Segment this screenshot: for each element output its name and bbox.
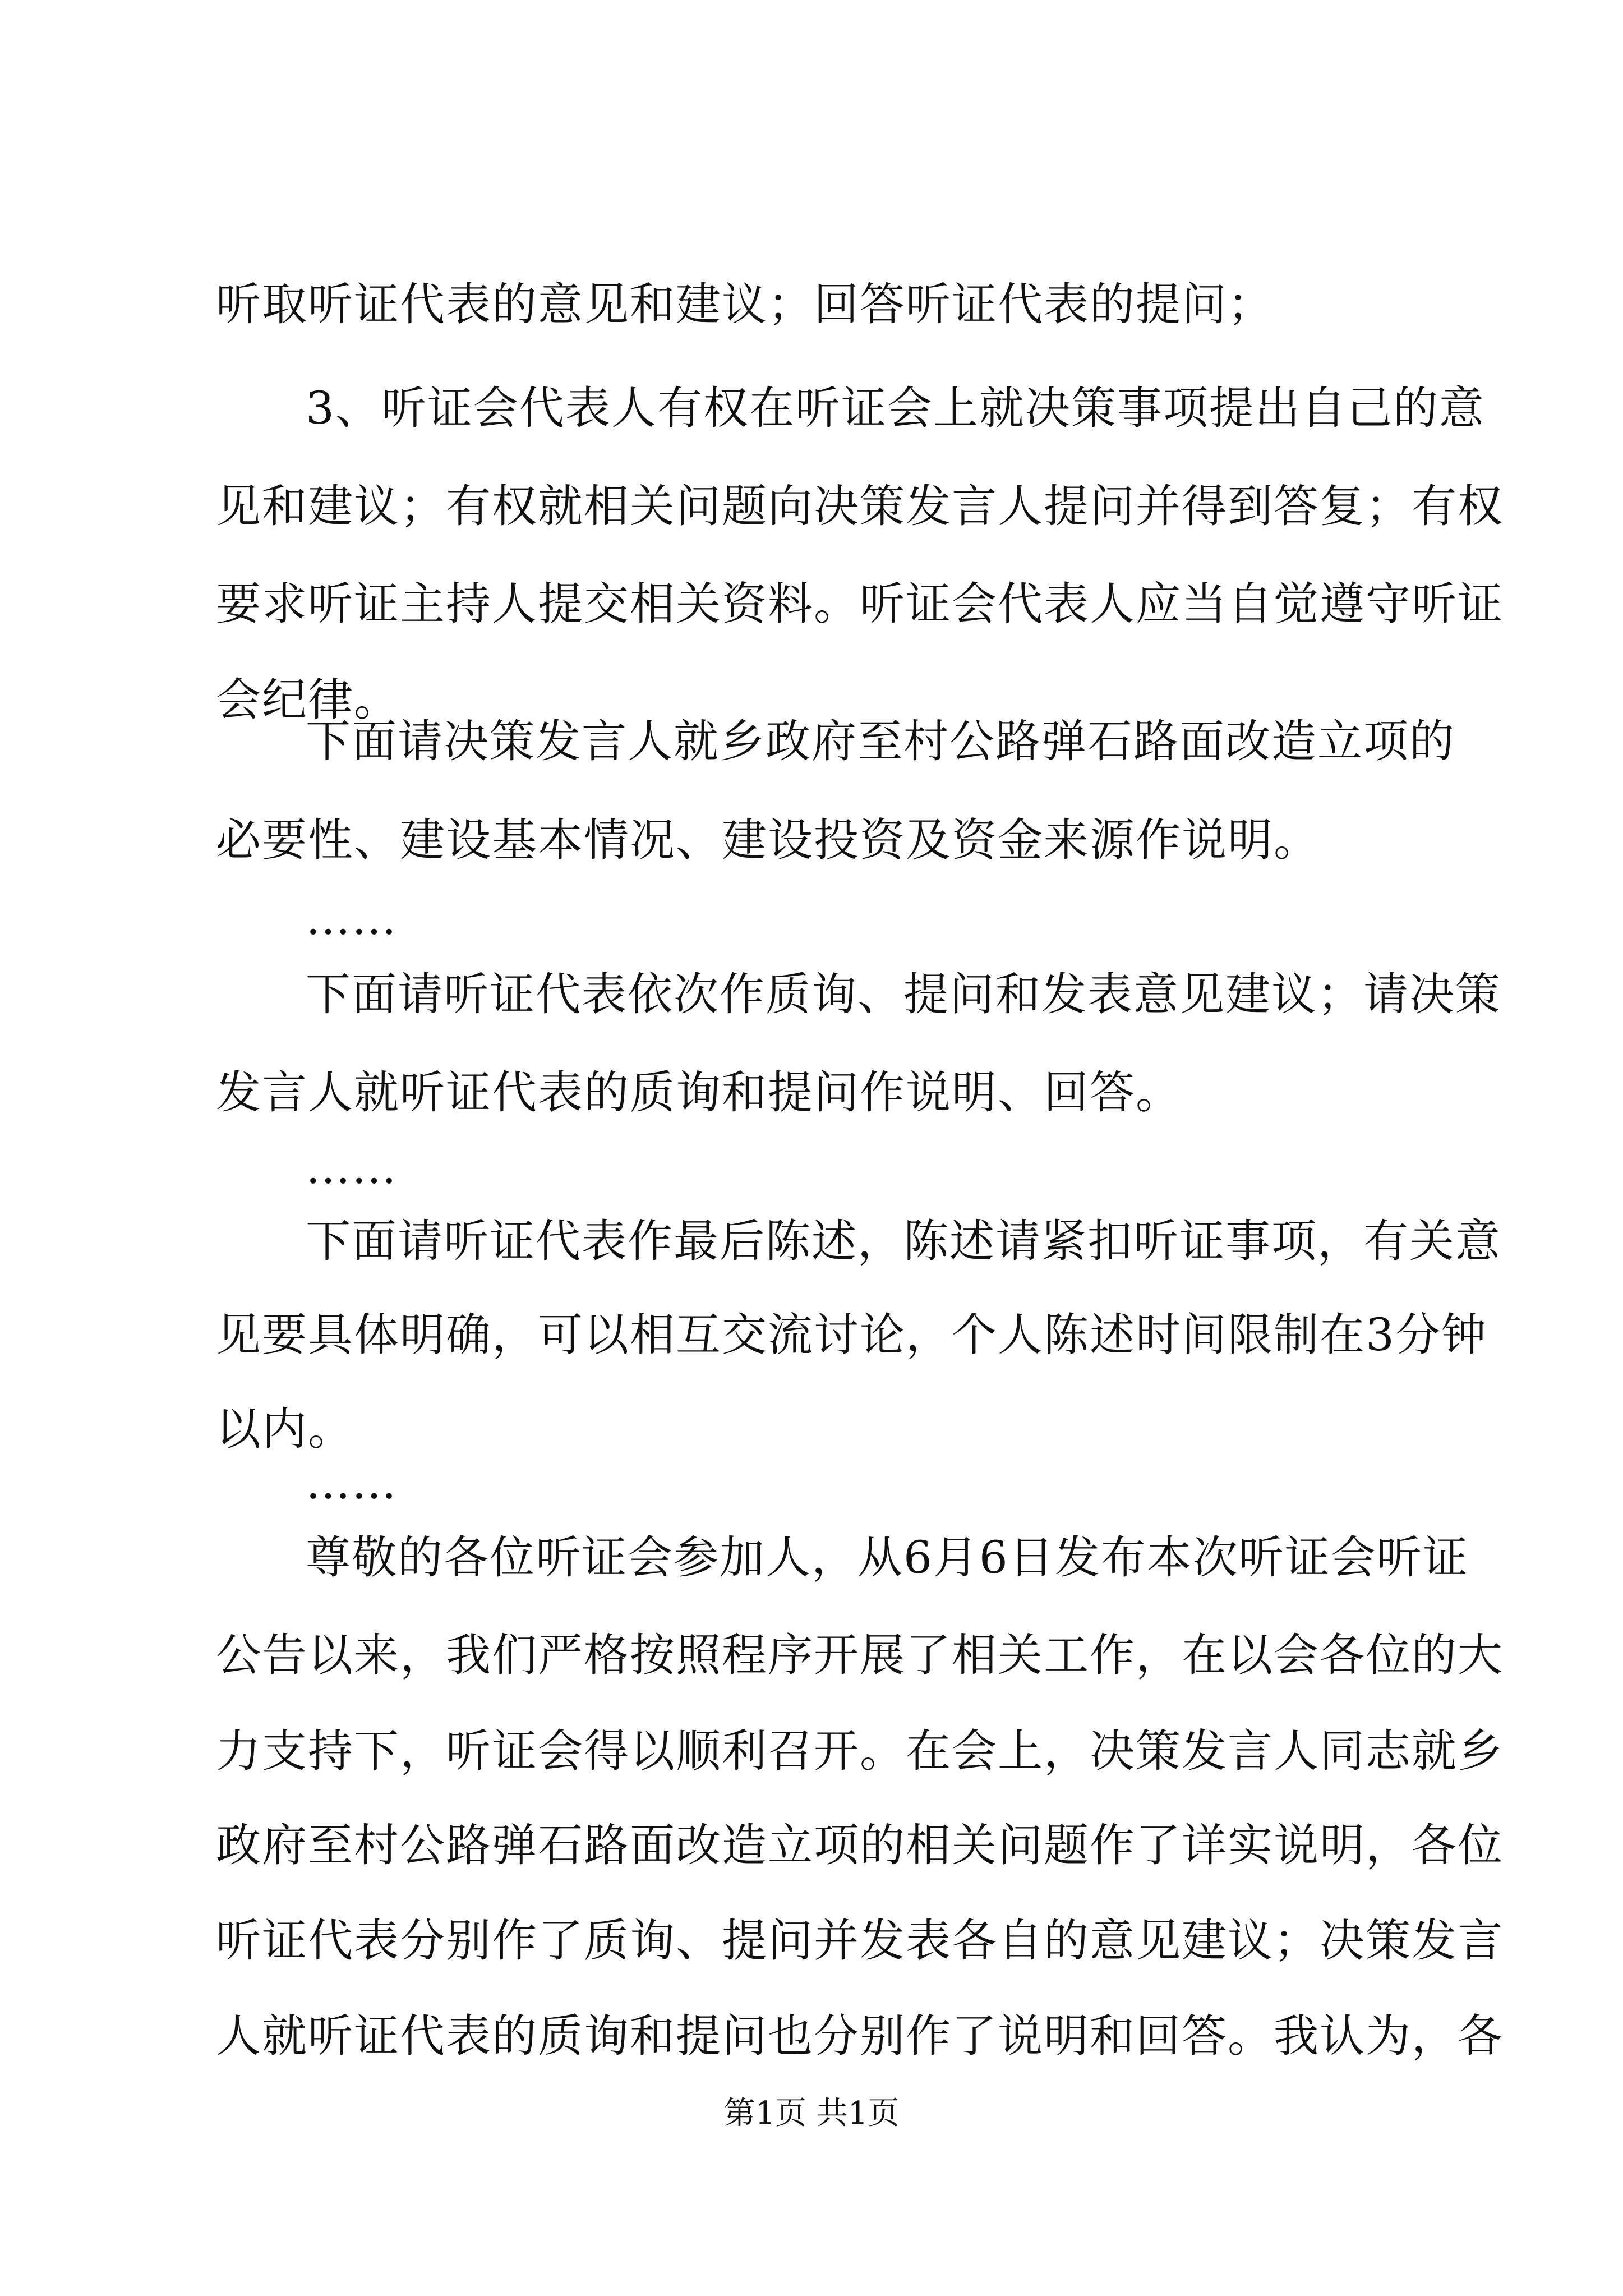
text-line: 下面请决策发言人就乡政府至村公路弹石路面改造立项的 — [306, 715, 1455, 767]
text-line: 3、听证会代表人有权在听证会上就决策事项提出自己的意 — [306, 382, 1485, 434]
text-line: 力支持下，听证会得以顺利召开。在会上，决策发言人同志就乡 — [216, 1725, 1504, 1777]
text-line: 下面请听证代表依次作质询、提问和发表意见建议；请决策 — [306, 968, 1501, 1020]
ellipsis-line: …… — [306, 892, 398, 945]
page-footer: 第1页 共1页 — [723, 2095, 900, 2132]
text-line: 以内。 — [216, 1403, 354, 1455]
text-line: 政府至村公路弹石路面改造立项的相关问题作了详实说明，各位 — [216, 1819, 1504, 1871]
text-line: 听证代表分别作了质询、提问并发表各自的意见建议；决策发言 — [216, 1915, 1504, 1967]
text-line: 人就听证代表的质询和提问也分别作了说明和回答。我认为，各 — [216, 2010, 1504, 2062]
text-line: 会纪律。 — [216, 674, 400, 726]
text-line: 必要性、建设基本情况、建设投资及资金来源作说明。 — [216, 814, 1320, 866]
text-line: 下面请听证代表作最后陈述，陈述请紧扣听证事项，有关意 — [306, 1215, 1501, 1267]
text-line: 要求听证主持人提交相关资料。听证会代表人应当自觉遵守听证 — [216, 578, 1504, 630]
text-line: 见要具体明确，可以相互交流讨论，个人陈述时间限制在3分钟 — [216, 1309, 1487, 1361]
text-line: 见和建议；有权就相关问题向决策发言人提问并得到答复；有权 — [216, 480, 1504, 532]
text-line: 公告以来，我们严格按照程序开展了相关工作，在以会各位的大 — [216, 1629, 1504, 1681]
text-line: 尊敬的各位听证会参加人，从6月6日发布本次听证会听证 — [306, 1531, 1469, 1584]
text-line: 听取听证代表的意见和建议；回答听证代表的提问； — [216, 278, 1274, 330]
text-line: 发言人就听证代表的质询和提问作说明、回答。 — [216, 1066, 1182, 1119]
ellipsis-line: …… — [306, 1457, 398, 1509]
ellipsis-line: …… — [306, 1142, 398, 1194]
